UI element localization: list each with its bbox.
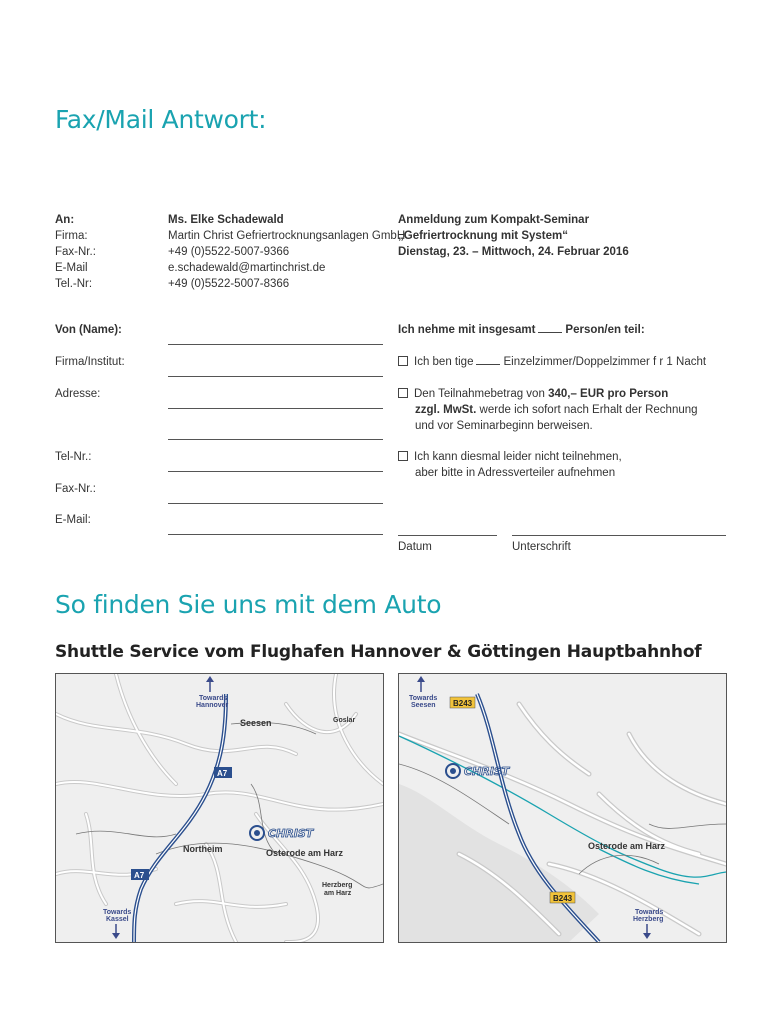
recipient-fax: +49 (0)5522-5007-9366 (168, 246, 290, 258)
date-label: Datum (398, 541, 432, 553)
map1-herzberg-1: Herzberg (322, 882, 353, 889)
recipient-values (168, 212, 405, 292)
participants-line (398, 322, 645, 338)
room-checkbox[interactable] (398, 356, 408, 366)
tel-nr-field[interactable] (168, 471, 383, 472)
map1-a7-top: A7 (217, 769, 228, 778)
map1-herzberg-2: am Harz (324, 890, 352, 897)
map2-b243-bottom: B243 (553, 894, 573, 903)
decline-checkbox[interactable] (398, 451, 408, 461)
room-post: Einzelzimmer/Doppelzimmer f r 1 Nacht (503, 356, 707, 368)
participants-count-field[interactable] (538, 323, 562, 333)
fee-amount: 340,– EUR pro Person (548, 388, 669, 400)
label-von-name: Von (Name): (55, 324, 122, 336)
recipient-company: Martin Christ Gefriertrocknungsanlagen GmbH (168, 230, 406, 242)
label-firma-institut: Firma/Institut: (55, 356, 125, 368)
recipient-email: e.schadewald@martinchrist.de (168, 262, 326, 274)
room-count-field[interactable] (476, 355, 500, 365)
decline-line1: Ich kann diesmal leider nicht teilnehmen, (414, 451, 622, 463)
email-field[interactable] (168, 534, 383, 535)
directions-subtitle: Shuttle Service vom Flughafen Hannover & Göttingen Hauptbahnhof (55, 642, 702, 662)
map1-towards-hannover-2: Hannover (196, 702, 229, 709)
map1-towards-kassel-1: Towards (103, 909, 132, 916)
adresse-field-2[interactable] (168, 439, 383, 440)
map1-osterode: Osterode am Harz (266, 848, 344, 858)
map1-northeim: Northeim (183, 844, 223, 854)
map2-b243-top: B243 (453, 699, 473, 708)
seminar-line2: „Gefriertrocknung mit System“ (398, 230, 568, 242)
local-map (398, 673, 727, 943)
local-map-graphic (399, 674, 726, 942)
map2-osterode: Osterode am Harz (588, 841, 666, 851)
participants-pre: Ich nehme mit insgesamt (398, 324, 536, 336)
fee-option (398, 386, 698, 434)
map1-a7-bottom: A7 (134, 871, 145, 880)
signature-label: Unterschrift (512, 541, 571, 553)
fee-rest2: und vor Seminarbeginn berweisen. (415, 420, 593, 432)
label-fax-nr: Fax-Nr.: (55, 483, 96, 495)
decline-line2: aber bitte in Adressverteiler aufnehmen (415, 467, 616, 479)
label-tel-nr: Tel-Nr.: (55, 451, 92, 463)
map1-towards-hannover-1: Towards (199, 695, 228, 702)
seminar-line3: Dienstag, 23. – Mittwoch, 24. Februar 2016 (398, 246, 629, 258)
map1-seesen: Seesen (240, 718, 272, 728)
adresse-field-1[interactable] (168, 408, 383, 409)
room-option (398, 354, 706, 370)
seminar-info (398, 212, 629, 260)
fee-checkbox[interactable] (398, 388, 408, 398)
participants-post: Person/en teil: (565, 324, 645, 336)
regional-map-graphic (56, 674, 383, 942)
fee-pre: Den Teilnahmebetrag von (414, 388, 545, 400)
room-pre: Ich ben tige (414, 356, 474, 368)
map2-towards-herzberg-1: Towards (635, 909, 664, 916)
von-name-field[interactable] (168, 344, 383, 345)
map2-logo-text: CHRIST (464, 765, 510, 778)
firma-institut-field[interactable] (168, 376, 383, 377)
label-adresse: Adresse: (55, 388, 101, 400)
recipient-tel: +49 (0)5522-5007-8366 (168, 278, 290, 290)
map1-goslar: Goslar (333, 717, 356, 724)
label-fax: Fax-Nr.: (55, 246, 96, 258)
label-email: E-Mail (55, 262, 88, 274)
label-email-field: E-Mail: (55, 514, 91, 526)
map2-towards-seesen-2: Seesen (411, 702, 436, 709)
label-tel: Tel.-Nr: (55, 278, 93, 290)
regional-map (55, 673, 384, 943)
fee-vat: zzgl. MwSt. (415, 404, 477, 416)
recipient-labels (55, 212, 96, 292)
map1-logo-text: CHRIST (268, 827, 314, 840)
map1-towards-kassel-2: Kassel (106, 916, 129, 923)
directions-title: So finden Sie uns mit dem Auto (55, 590, 442, 619)
recipient-name: Ms. Elke Schadewald (168, 214, 284, 226)
map2-towards-seesen-1: Towards (409, 695, 438, 702)
page-title: Fax/Mail Antwort: (55, 105, 267, 134)
date-field[interactable] (398, 535, 497, 536)
seminar-line1: Anmeldung zum Kompakt-Seminar (398, 214, 590, 226)
signature-field[interactable] (512, 535, 726, 536)
decline-option (398, 449, 622, 481)
map2-towards-herzberg-2: Herzberg (633, 916, 664, 923)
fee-rest1: werde ich sofort nach Erhalt der Rechnung (479, 404, 698, 416)
label-an: An: (55, 214, 75, 226)
fax-nr-field[interactable] (168, 503, 383, 504)
label-firma: Firma: (55, 230, 88, 242)
